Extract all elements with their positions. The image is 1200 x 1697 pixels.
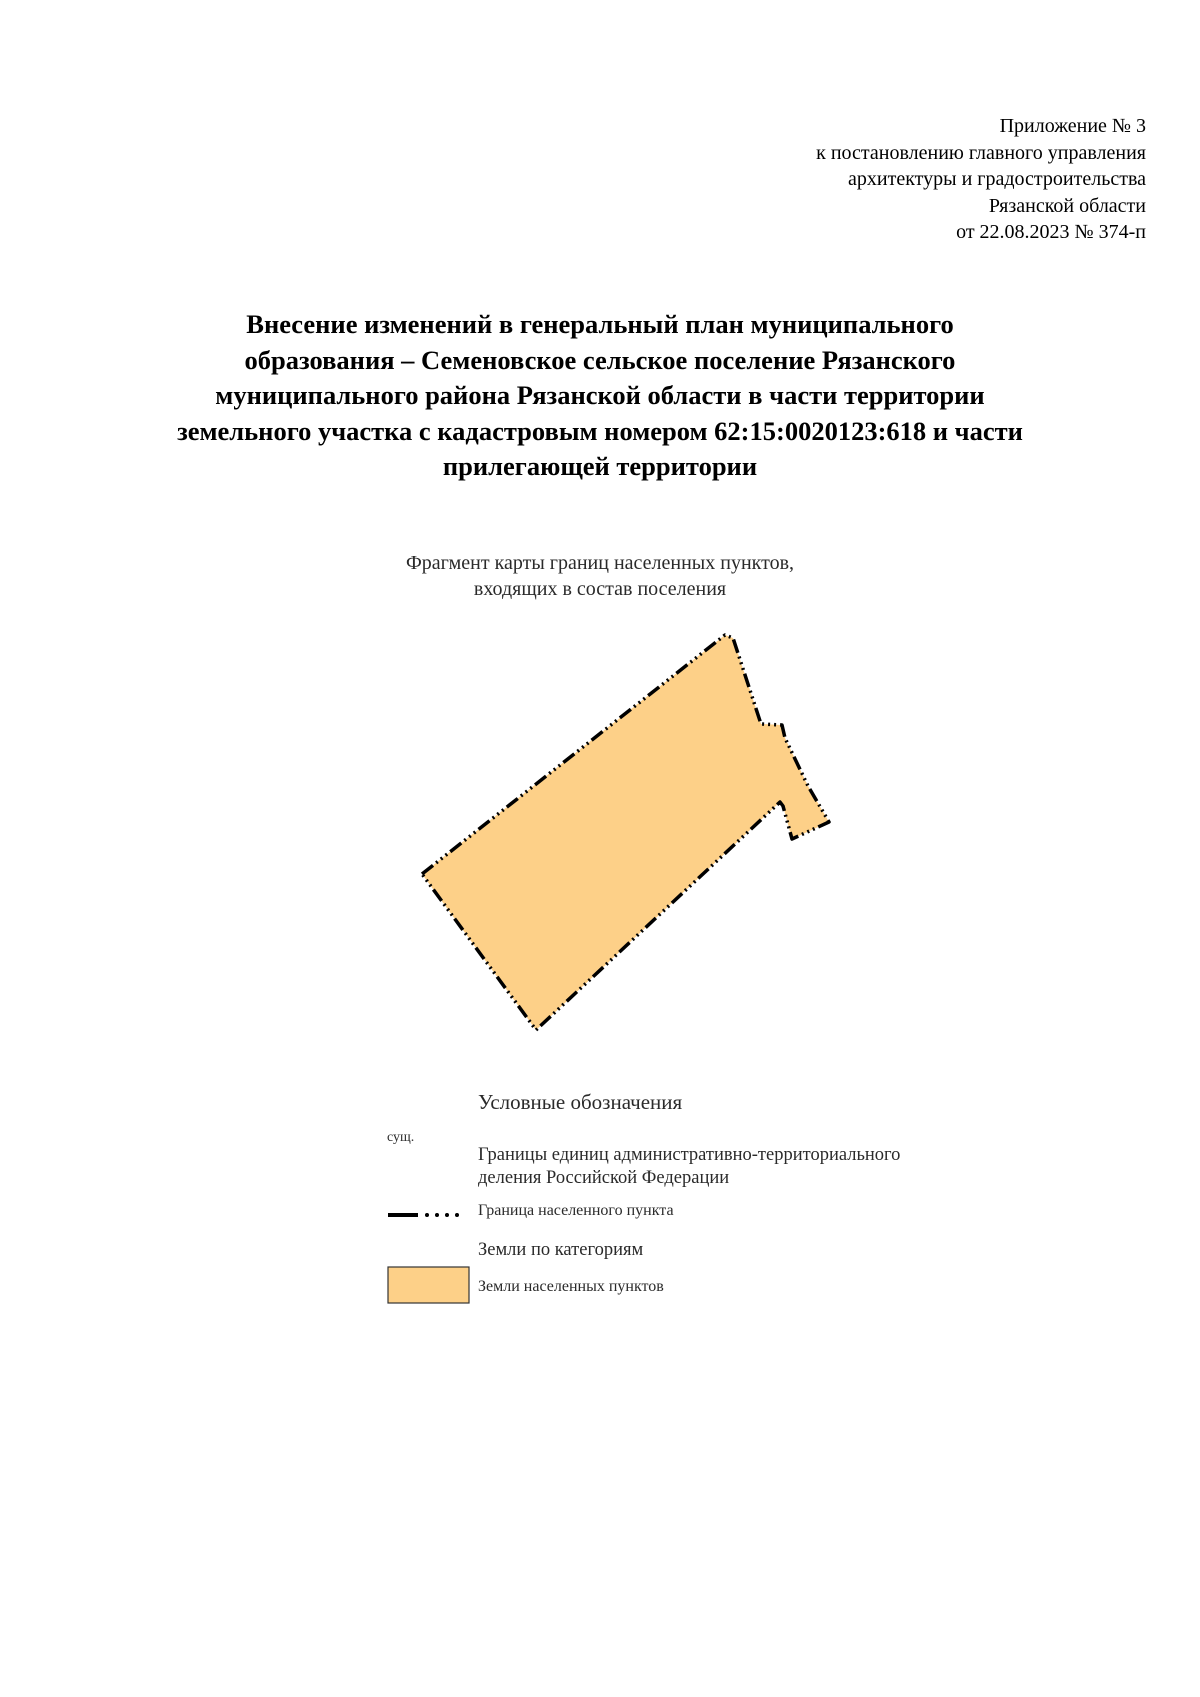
legend-settlement-lands-swatch: [388, 1267, 469, 1303]
legend-dot: [425, 1213, 429, 1217]
legend-settlement-lands-label: Земли населенных пунктов: [478, 1278, 664, 1295]
title-line-4: земельного участка с кадастровым номером 62:15:0020123:618 и части: [177, 415, 1023, 446]
appendix-resolution: к постановлению главного управления: [816, 141, 1146, 164]
legend-dot: [455, 1213, 459, 1217]
map-caption-line-1: Фрагмент карты границ населенных пунктов,: [405, 552, 795, 574]
legend-boundary-sample: [388, 1213, 459, 1217]
legend-admin-boundaries: [478, 1144, 998, 1190]
legend-dot: [435, 1213, 439, 1217]
appendix-date-number: от 22.08.2023 № 374-п: [956, 221, 1146, 243]
legend-land-categories-title: Земли по категориям: [478, 1240, 644, 1260]
title-line-5: прилегающей территории: [442, 451, 758, 481]
legend-dot: [445, 1213, 449, 1217]
legend-admin-boundaries-line-1: Границы единиц административно-территориального: [478, 1145, 901, 1165]
appendix-department: архитектуры и градостроительства: [848, 168, 1146, 190]
legend-existing-label: сущ.: [387, 1130, 415, 1145]
settlement-land-area: [422, 635, 829, 1030]
legend-title: Условные обозначения: [478, 1090, 683, 1114]
legend-admin-boundaries-line-2: деления Российской Федерации: [478, 1168, 730, 1188]
map-caption-line-2: входящих в состав поселения: [473, 578, 727, 600]
appendix-region: Рязанской области: [988, 194, 1146, 217]
title-line-1: Внесение изменений в генеральный план муниципального: [246, 309, 954, 339]
title-line-2: образования – Семеновское сельское поселение Рязанского: [244, 344, 956, 375]
title-line-3: муниципального района Рязанской области в части территории: [215, 380, 985, 410]
legend-settlement-boundary-label: Граница населенного пункта: [478, 1202, 674, 1219]
appendix-number: Приложение № 3: [999, 115, 1146, 137]
